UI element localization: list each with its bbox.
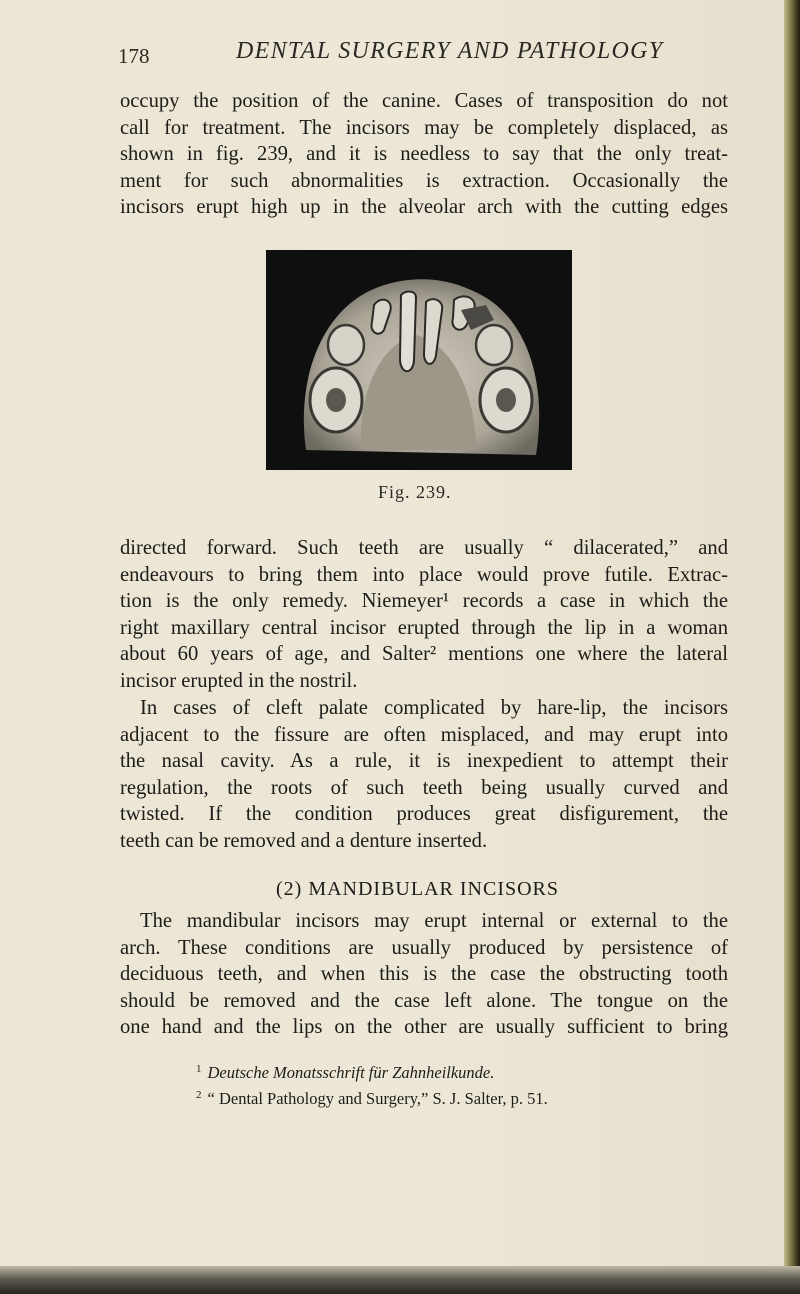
figure-caption: Fig. 239.: [378, 482, 452, 502]
footnotes: [196, 1058, 548, 1110]
running-head: DENTAL SURGERY AND PATHOLOGY: [236, 38, 664, 64]
page-bottom-edge: [0, 1266, 800, 1294]
paragraph-cleft-palate: [120, 695, 728, 855]
text-line: endeavours to bring them into place would prove futile. Extrac-: [120, 563, 728, 586]
footnote-text: “ Dental Pathology and Surgery,” S. J. Salter, p. 51.: [207, 1089, 548, 1108]
text-line: deciduous teeth, and when this is the case the obstructing tooth: [120, 963, 728, 986]
text-line: teeth can be removed and a denture inserted.: [120, 829, 488, 852]
text-line: ment for such abnormalities is extraction. Occasionally the: [120, 169, 728, 192]
footnote-2: [196, 1084, 548, 1110]
displaced-incisor-left: [400, 292, 416, 372]
left-molar-crown: [326, 388, 346, 412]
text-line: tion is the only remedy. Niemeyer¹ records a case in which the: [120, 590, 728, 613]
footnote-marker: 2: [196, 1089, 202, 1101]
text-line: one hand and the lips on the other are usually sufficient to bring: [120, 1016, 728, 1039]
paragraph-dilacerated: [120, 535, 728, 695]
text-line: incisor erupted in the nostril.: [120, 669, 358, 692]
text-line: regulation, the roots of such teeth being usually curved and: [120, 776, 728, 799]
page-number: 178: [118, 44, 150, 68]
book-binding-edge: [784, 0, 800, 1294]
text-line: The mandibular incisors may erupt internal or external to the: [140, 910, 728, 932]
text-line: adjacent to the fissure are often misplaced, and may erupt into: [120, 723, 728, 746]
page-header: [118, 38, 718, 74]
text-line: occupy the position of the canine. Cases of transposition do not: [120, 90, 728, 112]
text-line: incisors erupt high up in the alveolar arch with the cutting edges: [120, 196, 728, 219]
text-line: arch. These conditions are usually produced by persistence of: [120, 936, 728, 959]
paragraph-transposition: [120, 88, 728, 221]
left-premolar: [328, 325, 364, 365]
figure-239-photograph: [266, 250, 572, 470]
text-line: shown in fig. 239, and it is needless to say that the only treat-: [120, 143, 728, 166]
footnote-1: [196, 1058, 548, 1084]
footnote-text: Deutsche Monatsschrift für Zahnheilkunde.: [207, 1063, 495, 1082]
right-molar-crown: [496, 388, 516, 412]
section-heading: (2) MANDIBULAR INCISORS: [276, 878, 560, 900]
text-line: should be removed and the case left alone. The tongue on the: [120, 989, 728, 1012]
text-line: call for treatment. The incisors may be completely displaced, as: [120, 116, 728, 139]
footnote-marker: 1: [196, 1063, 202, 1075]
dental-cast-illustration: [266, 250, 572, 470]
text-line: In cases of cleft palate complicated by hare-lip, the incisors: [140, 697, 728, 719]
text-line: twisted. If the condition produces great disfigurement, the: [120, 803, 728, 826]
text-line: right maxillary central incisor erupted through the lip in a woman: [120, 616, 728, 639]
paragraph-mandibular: [120, 908, 728, 1041]
text-line: about 60 years of age, and Salter² mentions one where the lateral: [120, 643, 728, 666]
right-premolar: [476, 325, 512, 365]
text-line: the nasal cavity. As a rule, it is inexpedient to attempt their: [120, 750, 728, 773]
text-line: directed forward. Such teeth are usually “ dilacerated,” and: [120, 537, 728, 559]
